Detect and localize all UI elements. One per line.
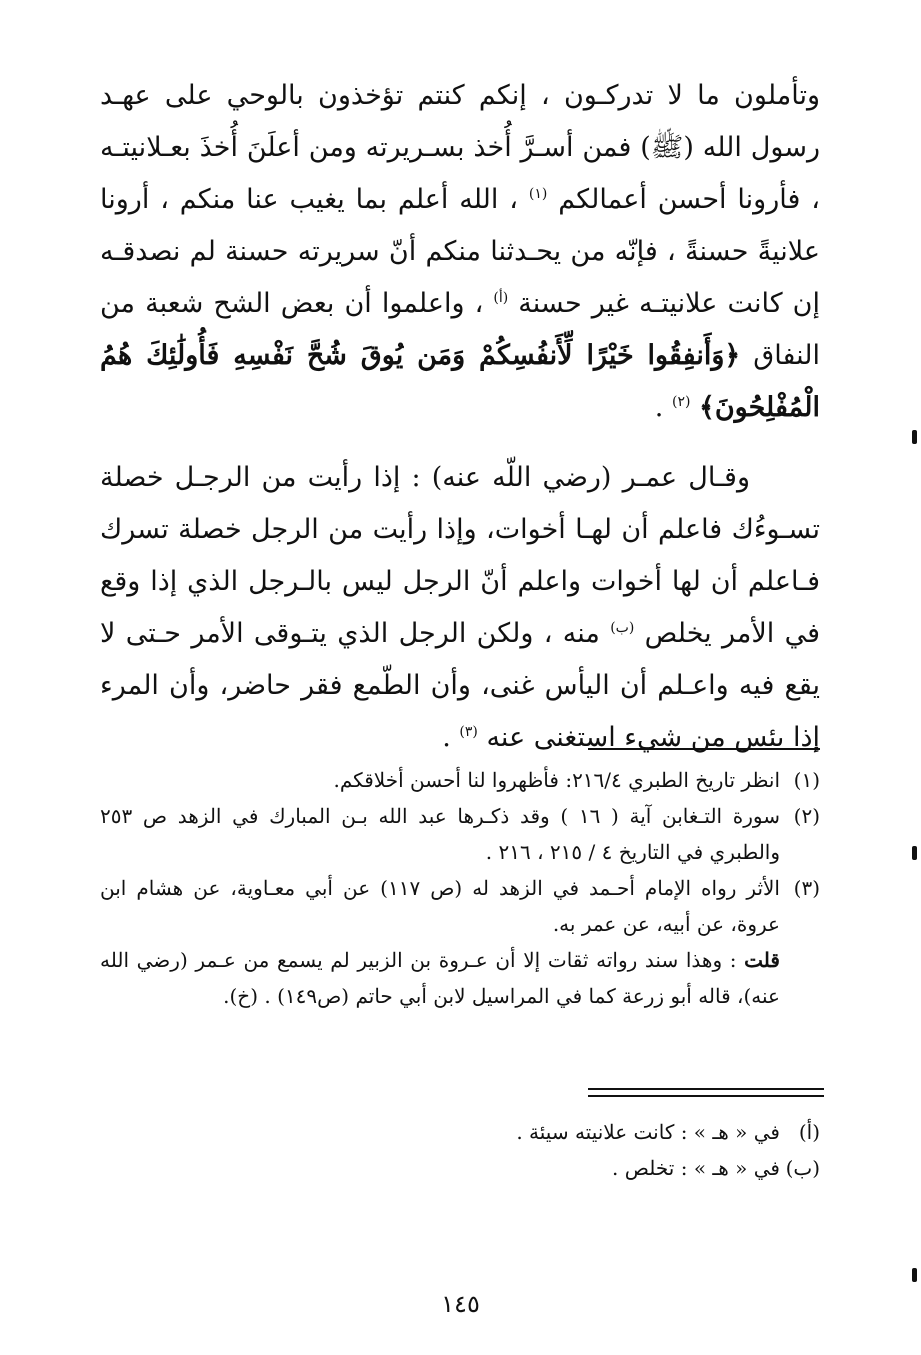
footnote-text bbox=[100, 942, 780, 1014]
scan-mark bbox=[912, 846, 917, 860]
comment-text: : وهذا سند رواته ثقات إلا أن عـروة بن الزبير لم يسمع من عـمر (رضي الله عنه)، قاله أبو زرعة كما في المراسيل لابن أبي حاتم (ص١٤٩) . (خ). bbox=[100, 948, 780, 1008]
text-run: ، واعلموا أن بعض الشح شعبة من النفاق bbox=[100, 288, 820, 371]
variants-divider-bottom bbox=[588, 1095, 824, 1097]
paragraph-2 bbox=[100, 452, 820, 764]
footnote-1 bbox=[100, 762, 820, 798]
text-run: . bbox=[442, 722, 451, 753]
text-run: وقـال عمـر (رضي اللّه عنه) : إذا رأيت من الرجـل خصلة تسـوءُك فاعلم أن لهـا أخوات، وإذا رأيت من الرجل خصلة تسرك فـاعلم أن لها أخوات واعلم أنّ الرجل ليس بالـرجل الذي إذا وقع في الأمر يخلص bbox=[100, 462, 820, 649]
footnote-3-comment bbox=[100, 942, 820, 1014]
page-number: ١٤٥ bbox=[441, 1290, 480, 1318]
footnote-number: (٢) bbox=[793, 804, 820, 828]
footnote-number: (١) bbox=[793, 768, 820, 792]
main-text bbox=[100, 70, 820, 764]
scan-mark bbox=[912, 430, 917, 444]
text-run: ، الله أعلم بما يغيب عنا منكم ، أرونا علانيةً حسنةً ، فإنّه من يحـدثنا منكم أنّ سريرته حسنة لم نصدقـه إن كانت علانيتـه غير حسنة bbox=[100, 184, 820, 319]
variant-note-a bbox=[100, 1114, 820, 1150]
scan-mark bbox=[912, 1268, 917, 1282]
footnote-2 bbox=[100, 798, 820, 870]
text-run: . bbox=[654, 392, 664, 423]
variant-number: (ب) bbox=[785, 1156, 820, 1180]
footnote-text: انظر تاريخ الطبري ٢١٦/٤: فأظهروا لنا أحسن أخلاقكم. bbox=[333, 768, 780, 792]
variant-ref: (ب) bbox=[610, 620, 635, 636]
footnote-text: الأثر رواه الإمام أحـمد في الزهد له (ص ١١٧) عن أبي معـاوية، عن هشام ابن عروة، عن أبيه، عن عمر به. bbox=[100, 876, 780, 936]
text-run: منه ، ولكن الرجل الذي يتـوقى الأمر حـتى لا يقع فيه واعـلم أن اليأس غنى، وأن الطّمع فقر حاضر، وأن المرء إذا يئس من شيء استغنى عنه bbox=[100, 618, 820, 753]
footnote-indent bbox=[780, 942, 820, 1014]
footnote-3 bbox=[100, 870, 820, 942]
text-run: وتأملون ما لا تدركـون ، إنكم كنتم تؤخذون بالوحي على عهـد رسول الله (ﷺ) فمن أسـرَّ أُخذ بسـريرته ومن أعلَنَ أُخذَ بعـلانيتـه ، فأرونا أحسن أعمالكم bbox=[100, 80, 820, 215]
footnotes bbox=[100, 762, 820, 1014]
variant-note-b bbox=[100, 1150, 820, 1186]
paragraph-1 bbox=[100, 70, 820, 434]
footnote-ref: (٢) bbox=[671, 394, 691, 410]
footnote-divider bbox=[588, 748, 820, 750]
footnote-ref: (١) bbox=[528, 186, 548, 202]
variant-notes bbox=[100, 1114, 820, 1186]
variant-ref: (أ) bbox=[493, 290, 509, 306]
footnote-text: سورة التـغابن آية ( ١٦ ) وقد ذكـرها عبد الله بـن المبارك في الزهد ص ٢٥٣ والطبري في التاريخ ٤ / ٢١٥ ، ٢١٦ . bbox=[100, 804, 780, 864]
variant-text: في « هـ » : كانت علانيته سيئة . bbox=[516, 1120, 780, 1144]
footnote-ref: (٣) bbox=[459, 724, 478, 740]
variant-text: في « هـ » : تخلص . bbox=[612, 1156, 780, 1180]
comment-label: قلت bbox=[744, 948, 780, 972]
variants-divider-top bbox=[588, 1088, 824, 1090]
variant-number: (أ) bbox=[798, 1120, 820, 1144]
footnote-number: (٣) bbox=[793, 876, 820, 900]
quran-verse: ﴿وَأَنفِقُوا خَيْرًا لِّأَنفُسِكُمْ وَمَن يُوقَ شُحَّ نَفْسِهِ فَأُولَٰئِكَ هُمُ الْمُفْلِحُونَ﴾ bbox=[100, 340, 820, 423]
